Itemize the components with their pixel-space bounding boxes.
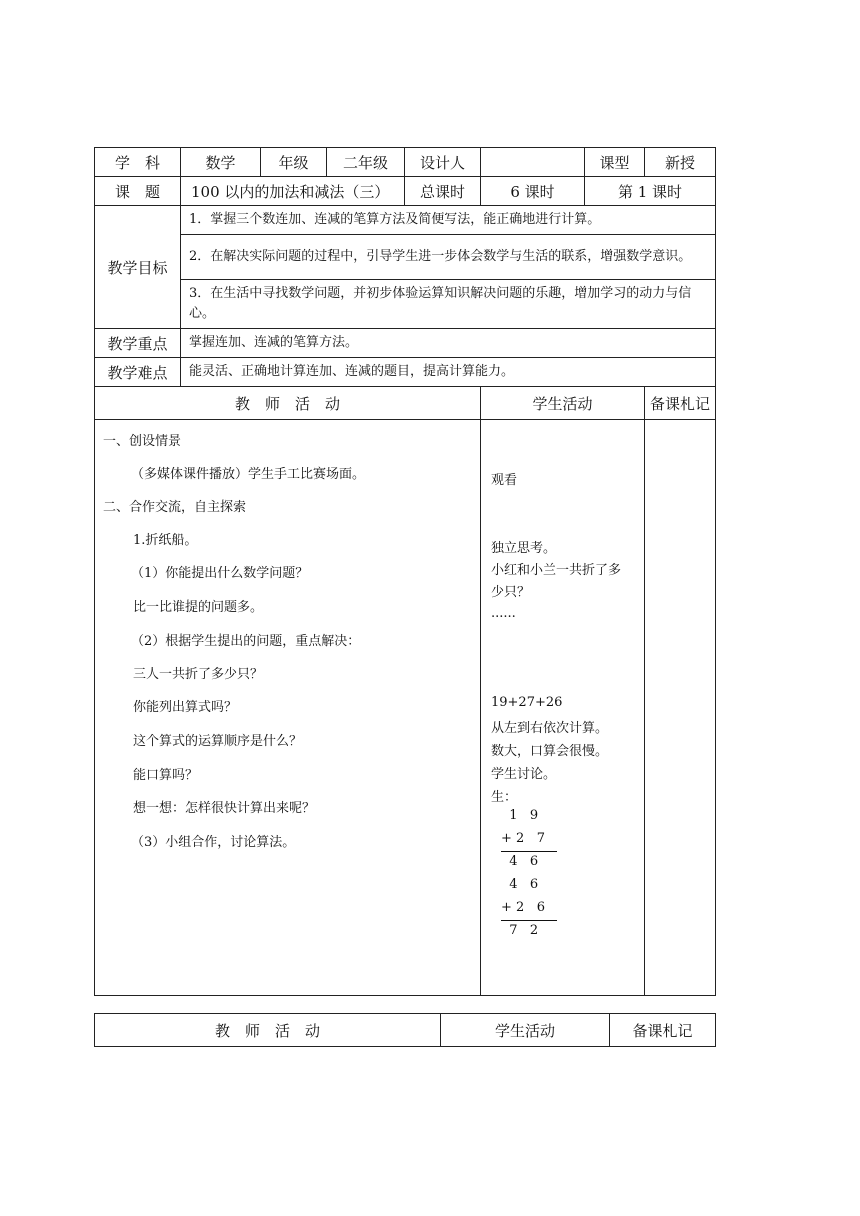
student-line: 从左到右依次计算。 (491, 721, 609, 736)
student-line: 独立思考。 (491, 541, 557, 556)
designer-label: 设计人 (405, 148, 481, 177)
student-line: 小红和小兰一共折了多 (491, 563, 622, 578)
student-activity-cell (481, 420, 645, 996)
teacher-activity-cell (95, 420, 481, 996)
notes-header: 备课札记 (610, 1014, 716, 1047)
topic-value: 100 以内的加法和减法（三） (181, 177, 405, 206)
key-point-value: 掌握连加、连减的笔算方法。 (181, 329, 716, 358)
subject-label: 学 科 (95, 148, 181, 177)
topic-label: 课 题 (95, 177, 181, 206)
teacher-line: （1）你能提出什么数学问题？ (131, 566, 309, 581)
total-value: 6 课时 (481, 177, 585, 206)
lesson-number: 第 1 课时 (585, 177, 716, 206)
calc-row: + 2 6 (501, 900, 545, 915)
calc-line (501, 920, 557, 921)
lesson-plan-table (94, 147, 716, 996)
teacher-activity-header: 教 师 活 动 (95, 1014, 441, 1047)
objective-item: 2．在解决实际问题的过程中，引导学生进一步体会数学与生活的联系，增强数学意识。 (181, 235, 716, 280)
teacher-line: 三人一共折了多少只？ (133, 667, 264, 682)
type-label: 课型 (585, 148, 645, 177)
student-line: 少只？ (491, 585, 531, 600)
calc-row: 7 2 (501, 923, 539, 938)
objective-item: 1．掌握三个数连加、连减的笔算方法及简便写法，能正确地进行计算。 (181, 206, 716, 235)
continuation-table (94, 1013, 716, 1047)
grade-label: 年级 (261, 148, 327, 177)
student-activity-header: 学生活动 (481, 387, 645, 420)
difficulty-label: 教学难点 (95, 358, 181, 387)
type-value: 新授 (645, 148, 716, 177)
calc-row: 4 6 (501, 854, 539, 869)
student-line: 19+27+26 (491, 695, 563, 710)
student-line: 生： (491, 790, 518, 805)
objective-item: 3．在生活中寻找数学问题，并初步体验运算知识解决问题的乐趣，增加学习的动力与信心。 (181, 280, 716, 329)
student-line: ...... (491, 606, 516, 621)
calc-row: 4 6 (501, 877, 539, 892)
teacher-line: 能口算吗？ (133, 768, 199, 783)
teacher-activity-header: 教 师 活 动 (95, 387, 481, 420)
student-line: 数大，口算会很慢。 (491, 744, 609, 759)
objectives-label: 教学目标 (95, 206, 181, 329)
teacher-line: （多媒体课件播放）学生手工比赛场面。 (131, 467, 366, 482)
subject-value: 数学 (181, 148, 261, 177)
teacher-line: （2）根据学生提出的问题，重点解决： (131, 634, 361, 649)
teacher-line: 想一想：怎样很快计算出来呢？ (133, 801, 316, 816)
notes-cell (645, 420, 716, 996)
teacher-line: 比一比谁提的问题多。 (133, 600, 264, 615)
calc-row: 1 9 (501, 808, 539, 823)
teacher-line: 你能列出算式吗？ (133, 700, 238, 715)
grade-value: 二年级 (327, 148, 405, 177)
calc-line (501, 851, 557, 852)
student-line: 学生讨论。 (491, 767, 557, 782)
student-line: 观看 (491, 473, 518, 488)
notes-header: 备课札记 (645, 387, 716, 420)
calc-row: + 2 7 (501, 831, 545, 846)
designer-value (481, 148, 585, 177)
teacher-line: 1.折纸船。 (133, 533, 198, 548)
key-point-label: 教学重点 (95, 329, 181, 358)
teacher-line: （3）小组合作，讨论算法。 (131, 835, 296, 850)
teacher-line: 这个算式的运算顺序是什么？ (133, 734, 303, 749)
teacher-line: 一、创设情景 (103, 434, 182, 449)
total-label: 总课时 (405, 177, 481, 206)
student-activity-header: 学生活动 (441, 1014, 610, 1047)
difficulty-value: 能灵活、正确地计算连加、连减的题目，提高计算能力。 (181, 358, 716, 387)
teacher-line: 二、合作交流，自主探索 (103, 500, 247, 515)
